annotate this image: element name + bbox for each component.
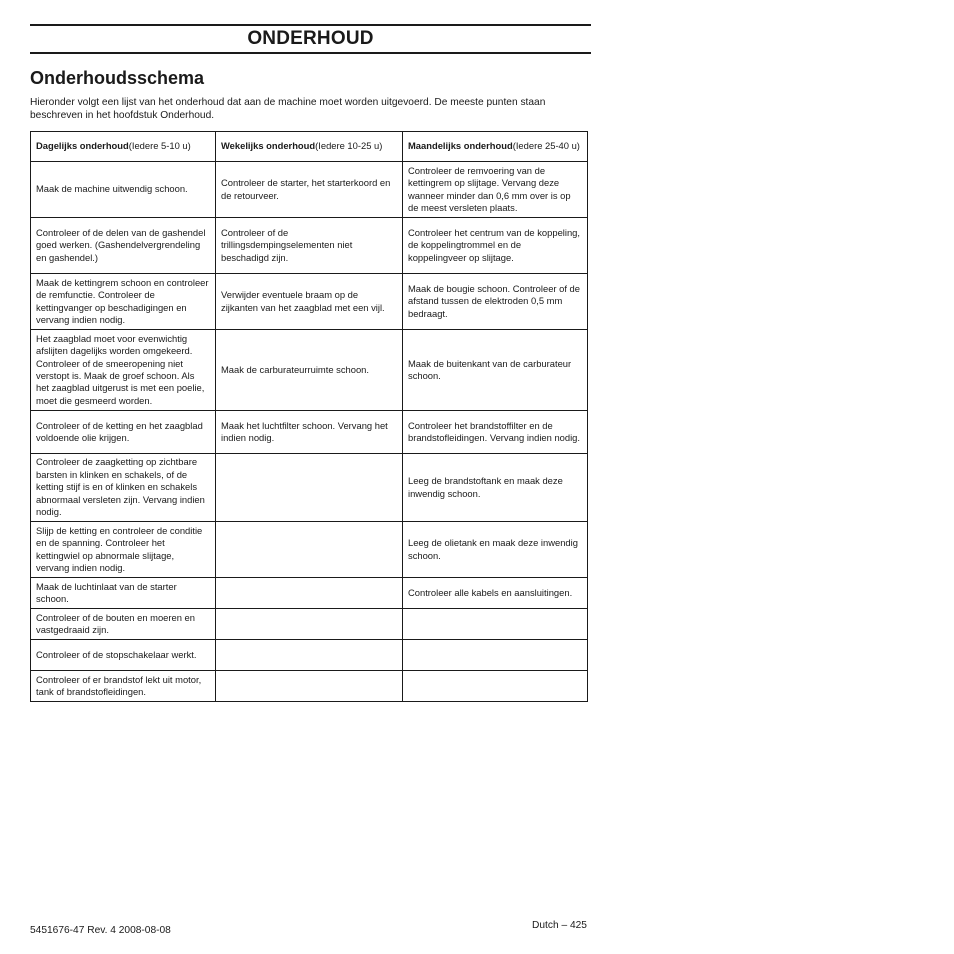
cell-weekly: [216, 671, 403, 702]
intro-paragraph: Hieronder volgt een lijst van het onderhoud dat aan de machine moet worden uitgevoerd. De meeste punten staan beschreven in het hoofdstuk Onderhoud.: [30, 97, 546, 121]
section-title: Onderhoudsschema: [30, 68, 205, 88]
header-title: ONDERHOUD: [247, 28, 374, 49]
table-row: [31, 609, 588, 640]
cell-daily: Maak de kettingrem schoon en controleer de remfunctie. Controleer de kettingvanger op beschadigingen en vervang indien nodig.: [31, 274, 216, 330]
cell-daily: Controleer of de bouten en moeren en vastgedraaid zijn.: [31, 609, 216, 640]
table-row: [31, 162, 588, 218]
table-row: [31, 671, 588, 702]
page-header: [30, 24, 591, 54]
table-row: [31, 454, 588, 522]
table-row: [31, 330, 588, 411]
header-monthly: Maandelijks onderhoud(Iedere 25-40 u): [403, 132, 588, 162]
cell-daily: Slijp de ketting en controleer de conditie en de spanning. Controleer het kettingwiel op abnormale slijtage, vervang indien nodig.: [31, 522, 216, 578]
table-row: [31, 274, 588, 330]
table-row: [31, 411, 588, 454]
header-daily: Dagelijks onderhoud(Iedere 5-10 u): [31, 132, 216, 162]
cell-daily: Controleer of de delen van de gashendel goed werken. (Gashendelvergrendeling en gashendel.): [31, 218, 216, 274]
cell-monthly: Leeg de brandstoftank en maak deze inwendig schoon.: [403, 454, 588, 522]
cell-weekly: Controleer of de trillingsdempingselementen niet beschadigd zijn.: [216, 218, 403, 274]
cell-monthly: [403, 640, 588, 671]
cell-weekly: Maak de carburateurruimte schoon.: [216, 330, 403, 411]
cell-monthly: [403, 671, 588, 702]
cell-daily: Controleer of de ketting en het zaagblad voldoende olie krijgen.: [31, 411, 216, 454]
maintenance-table: [30, 131, 588, 702]
table-row: [31, 640, 588, 671]
cell-monthly: Leeg de olietank en maak deze inwendig schoon.: [403, 522, 588, 578]
cell-daily: Het zaagblad moet voor evenwichtig afslijten dagelijks worden omgekeerd. Controleer of de smeeropening niet verstopt is. Maak de groef schoon. Als het zaagblad uitgerust is met een poelie, moet die gesmeerd worden.: [31, 330, 216, 411]
cell-monthly: Controleer de remvoering van de kettingrem op slijtage. Vervang deze wanneer minder dan 0,6 mm over is op de meest versleten plaats.: [403, 162, 588, 218]
header-weekly: Wekelijks onderhoud(Iedere 10-25 u): [216, 132, 403, 162]
cell-monthly: Controleer het centrum van de koppeling, de koppelingtrommel en de koppelingveer op slijtage.: [403, 218, 588, 274]
table-row: [31, 522, 588, 578]
cell-monthly: [403, 609, 588, 640]
table-row: [31, 218, 588, 274]
document-number: 5451676-47 Rev. 4 2008-08-08: [30, 925, 171, 936]
table-header-row: [31, 132, 588, 162]
cell-daily: Maak de luchtinlaat van de starter schoon.: [31, 578, 216, 609]
cell-daily: Controleer de zaagketting op zichtbare barsten in klinken en schakels, of de ketting stijf is en of klinken en schakels abnormaal versleten zijn. Vervang indien nodig.: [31, 454, 216, 522]
cell-weekly: Maak het luchtfilter schoon. Vervang het indien nodig.: [216, 411, 403, 454]
cell-monthly: Controleer het brandstoffilter en de brandstofleidingen. Vervang indien nodig.: [403, 411, 588, 454]
cell-weekly: [216, 609, 403, 640]
cell-weekly: Controleer de starter, het starterkoord en de retourveer.: [216, 162, 403, 218]
cell-monthly: Maak de buitenkant van de carburateur schoon.: [403, 330, 588, 411]
cell-weekly: [216, 640, 403, 671]
cell-daily: Controleer of er brandstof lekt uit motor, tank of brandstofleidingen.: [31, 671, 216, 702]
cell-daily: Controleer of de stopschakelaar werkt.: [31, 640, 216, 671]
cell-monthly: Controleer alle kabels en aansluitingen.: [403, 578, 588, 609]
cell-monthly: Maak de bougie schoon. Controleer of de afstand tussen de elektroden 0,5 mm bedraagt.: [403, 274, 588, 330]
cell-weekly: [216, 522, 403, 578]
cell-weekly: [216, 454, 403, 522]
page-number: Dutch – 425: [532, 920, 587, 931]
cell-weekly: [216, 578, 403, 609]
cell-daily: Maak de machine uitwendig schoon.: [31, 162, 216, 218]
table-row: [31, 578, 588, 609]
cell-weekly: Verwijder eventuele braam op de zijkanten van het zaagblad met een vijl.: [216, 274, 403, 330]
